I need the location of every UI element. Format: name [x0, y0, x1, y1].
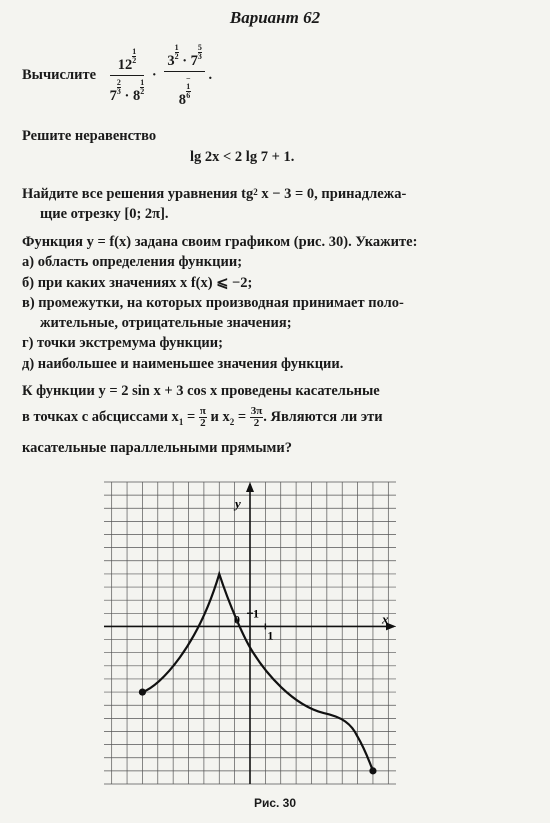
exp-num: 1: [140, 78, 145, 88]
frac2-num-b-base: 7: [190, 52, 198, 69]
eq-2: =: [234, 409, 250, 425]
task5-line1: К функции y = 2 sin x + 3 cos x проведены касательные: [22, 383, 380, 399]
dot: ·: [182, 52, 188, 69]
task4-item-c-cont: жительные, отрицательные значения;: [40, 315, 292, 332]
figure-caption: Рис. 30: [253, 796, 297, 810]
frac1-den1-exp: [117, 79, 121, 96]
task-compute: [22, 44, 212, 108]
task-graph-questions: [22, 232, 417, 374]
sub-2: 2: [229, 416, 235, 427]
exp-den: 2: [140, 87, 145, 97]
task3-line1-b: x − 3 = 0, принадлежа-: [257, 186, 407, 202]
task1-label: Вычислите: [22, 67, 97, 84]
exp-den: 2: [132, 56, 137, 65]
dot: ·: [124, 88, 130, 105]
exp-num: 1: [132, 47, 137, 56]
exp-den: 3: [197, 52, 202, 61]
frac2-num-a-base: 3: [167, 52, 175, 69]
task4-item-a: а) область определения функции;: [22, 254, 243, 271]
exp-den: 3: [116, 87, 121, 97]
period: .: [208, 67, 213, 84]
frac1-num-exp: [132, 48, 136, 65]
frac-num: 3π: [250, 404, 263, 417]
task4-item-d: г) точки экстремума функции;: [22, 335, 223, 352]
task5-line2-mid: и x: [206, 409, 230, 425]
frac2-den-base: 8: [178, 92, 186, 109]
frac-den: 2: [253, 417, 260, 430]
task3-line2: щие отрезку [0; 2π].: [40, 206, 169, 222]
task4-line1: Функция y = f(x) задана своим графиком (рис. 30). Укажите:: [22, 234, 418, 250]
task-tangents: [22, 378, 383, 461]
exp-sign: −: [185, 74, 191, 84]
y-tick-label-1: 1: [253, 606, 259, 621]
exp-num: 2: [116, 78, 121, 88]
task-equation: [22, 184, 406, 224]
left-endpoint-dot: [139, 688, 146, 695]
task4-item-c: в) промежутки, на которых производная принимает поло-: [22, 294, 404, 311]
task4-item-b: б) при каких значениях x f(x) ⩽ −2;: [22, 274, 253, 291]
task3-line1: [22, 184, 406, 204]
eq-1: =: [183, 409, 199, 425]
x-axis-label: x: [382, 611, 389, 627]
origin-label: 0: [234, 612, 240, 627]
task3-sup: 2: [253, 187, 258, 197]
frac-3pi-2: [250, 406, 264, 430]
task2-formula: lg 2x < 2 lg 7 + 1.: [190, 149, 295, 165]
right-endpoint-dot: [369, 767, 376, 774]
exp-num: 5: [197, 43, 202, 52]
frac-den: 2: [200, 417, 206, 430]
fraction-2: [164, 44, 205, 108]
exp-den: 6: [186, 91, 191, 101]
task5-line3: касательные параллельными прямыми?: [22, 439, 292, 456]
frac1-den1-base: 7: [109, 88, 117, 105]
x-tick-label-1: 1: [267, 628, 274, 643]
frac1-den2-exp: [140, 79, 144, 96]
frac-num: π: [199, 404, 206, 417]
exp-num: 1: [186, 82, 191, 92]
frac2-num-b-exp: [198, 44, 202, 61]
frac1-den2-base: 8: [132, 88, 141, 105]
variant-title: Вариант 62: [229, 8, 321, 27]
frac2-num-a-exp: [175, 44, 179, 61]
y-axis-label: y: [235, 496, 241, 511]
fraction-1: [110, 48, 145, 104]
frac-pi-2: [199, 406, 207, 430]
task2-line1: Решите неравенство: [22, 128, 157, 144]
task5-line2: [22, 404, 383, 435]
task5-line2-a: в точках с абсциссами x: [22, 409, 179, 425]
task4-item-e: д) наибольшее и наименьшее значения функции.: [22, 355, 344, 372]
function-graph: [100, 478, 400, 788]
exp-num: 1: [174, 43, 179, 52]
function-curve: [142, 574, 373, 771]
exp-den: 2: [174, 52, 179, 61]
task-inequality: [22, 126, 294, 168]
frac1-num-base: 12: [117, 56, 133, 73]
task3-line1-a: Найдите все решения уравнения tg: [22, 186, 254, 202]
task5-line2-b: . Являются ли эти: [263, 409, 383, 425]
multiply-dot: ·: [151, 67, 157, 84]
frac2-den-exp: [186, 75, 191, 100]
sub-1: 1: [178, 416, 184, 427]
y-axis-arrow: [246, 482, 254, 492]
